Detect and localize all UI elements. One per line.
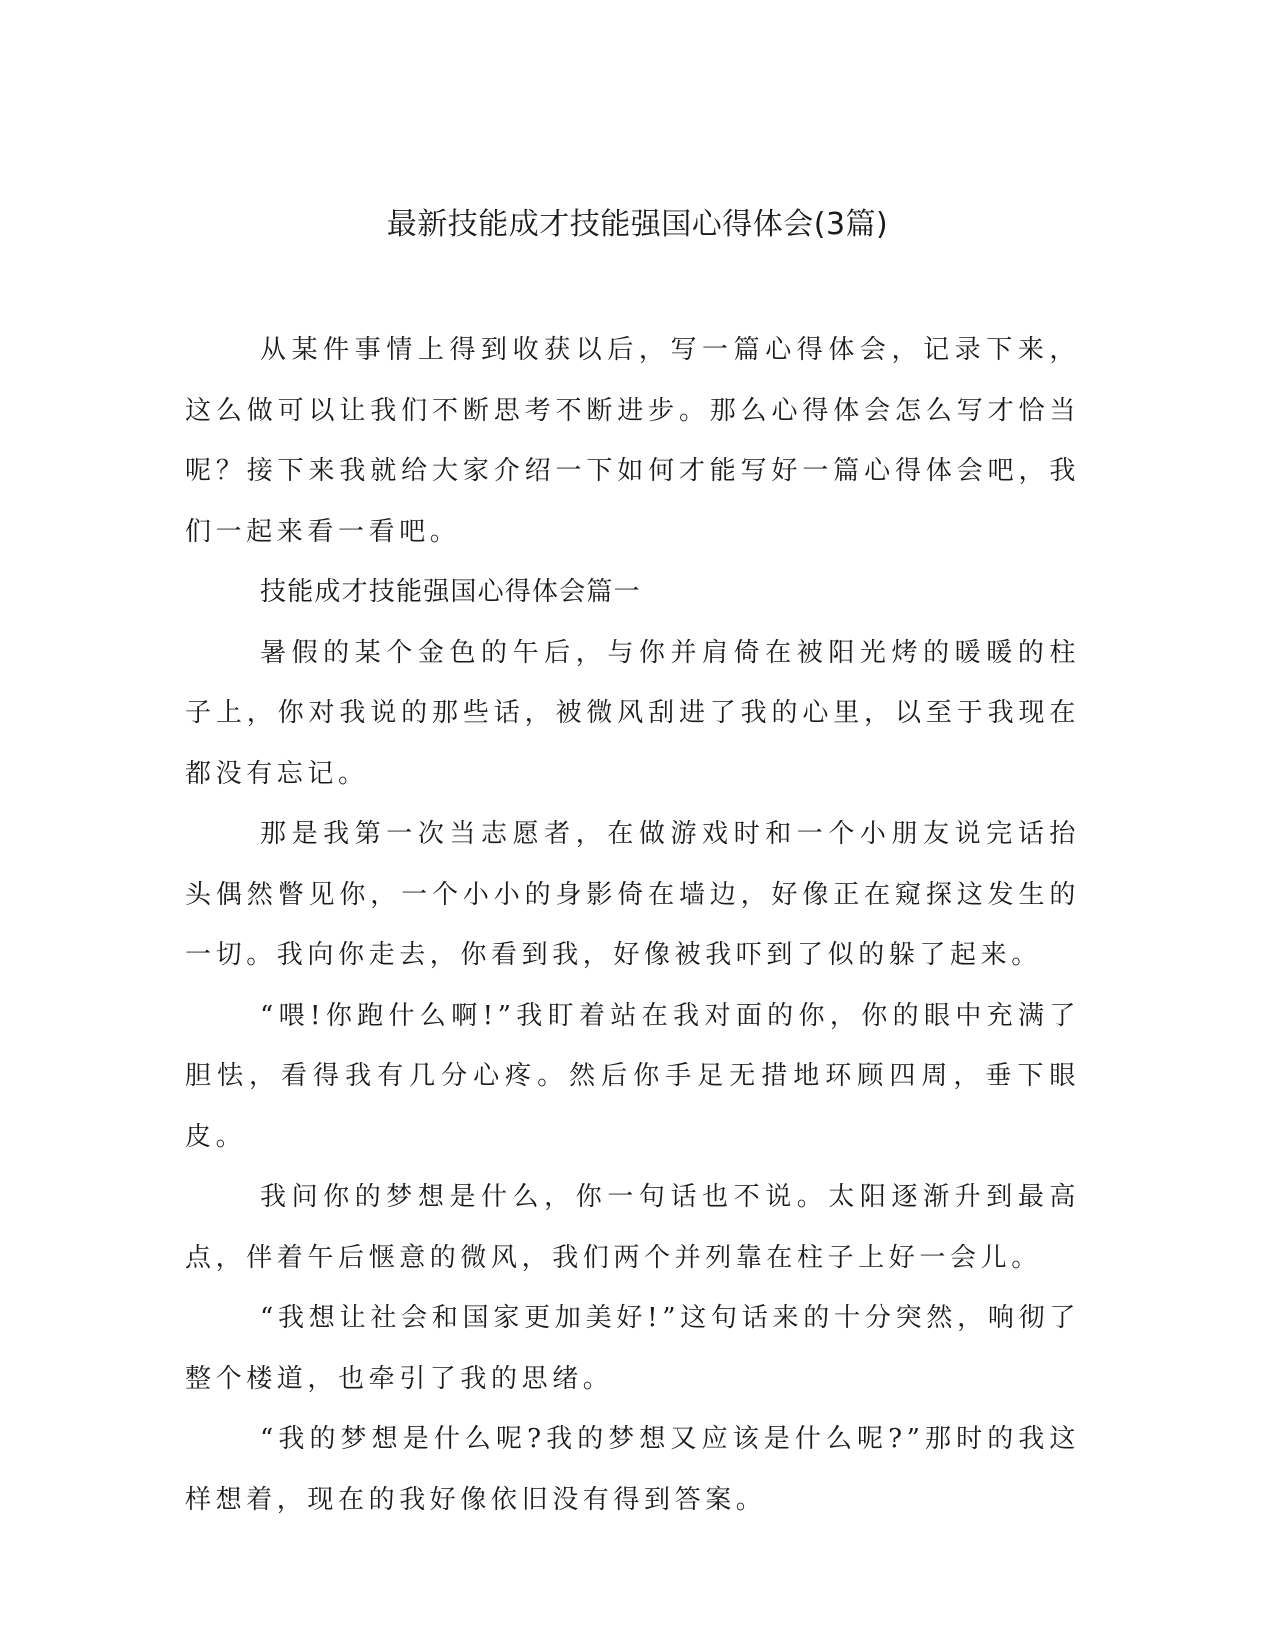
body-paragraph: “喂!你跑什么啊!”我盯着站在我对面的你，你的眼中充满了胆怯，看得我有几分心疼。然后你手足无措地环顾四周，垂下眼皮。 <box>185 1000 1080 1152</box>
body-paragraph: “我想让社会和国家更加美好!”这句话来的十分突然，响彻了整个楼道，也牵引了我的思绪。 <box>185 1303 1080 1394</box>
document-body <box>185 320 1080 1530</box>
intro-paragraph: 从某件事情上得到收获以后，写一篇心得体会，记录下来，这么做可以让我们不断思考不断进步。那么心得体会怎么写才恰当呢？接下来我就给大家介绍一下如何才能写好一篇心得体会吧，我们一起来看一看吧。 <box>185 335 1080 547</box>
section-heading: 技能成才技能强国心得体会篇一 <box>260 577 641 607</box>
document-title: 最新技能成才技能强国心得体会(3篇) <box>386 207 889 242</box>
body-paragraph: “我的梦想是什么呢?我的梦想又应该是什么呢?”那时的我这样想着，现在的我好像依旧没有得到答案。 <box>185 1424 1080 1515</box>
body-paragraph: 我问你的梦想是什么，你一句话也不说。太阳逐渐升到最高点，伴着午后惬意的微风，我们两个并列靠在柱子上好一会儿。 <box>185 1182 1080 1273</box>
body-paragraph: 那是我第一次当志愿者，在做游戏时和一个小朋友说完话抬头偶然瞥见你，一个小小的身影倚在墙边，好像正在窥探这发生的一切。我向你走去，你看到我，好像被我吓到了似的躲了起来。 <box>185 819 1080 970</box>
body-paragraph: 暑假的某个金色的午后，与你并肩倚在被阳光烤的暖暖的柱子上，你对我说的那些话，被微风刮进了我的心里，以至于我现在都没有忘记。 <box>185 637 1080 789</box>
